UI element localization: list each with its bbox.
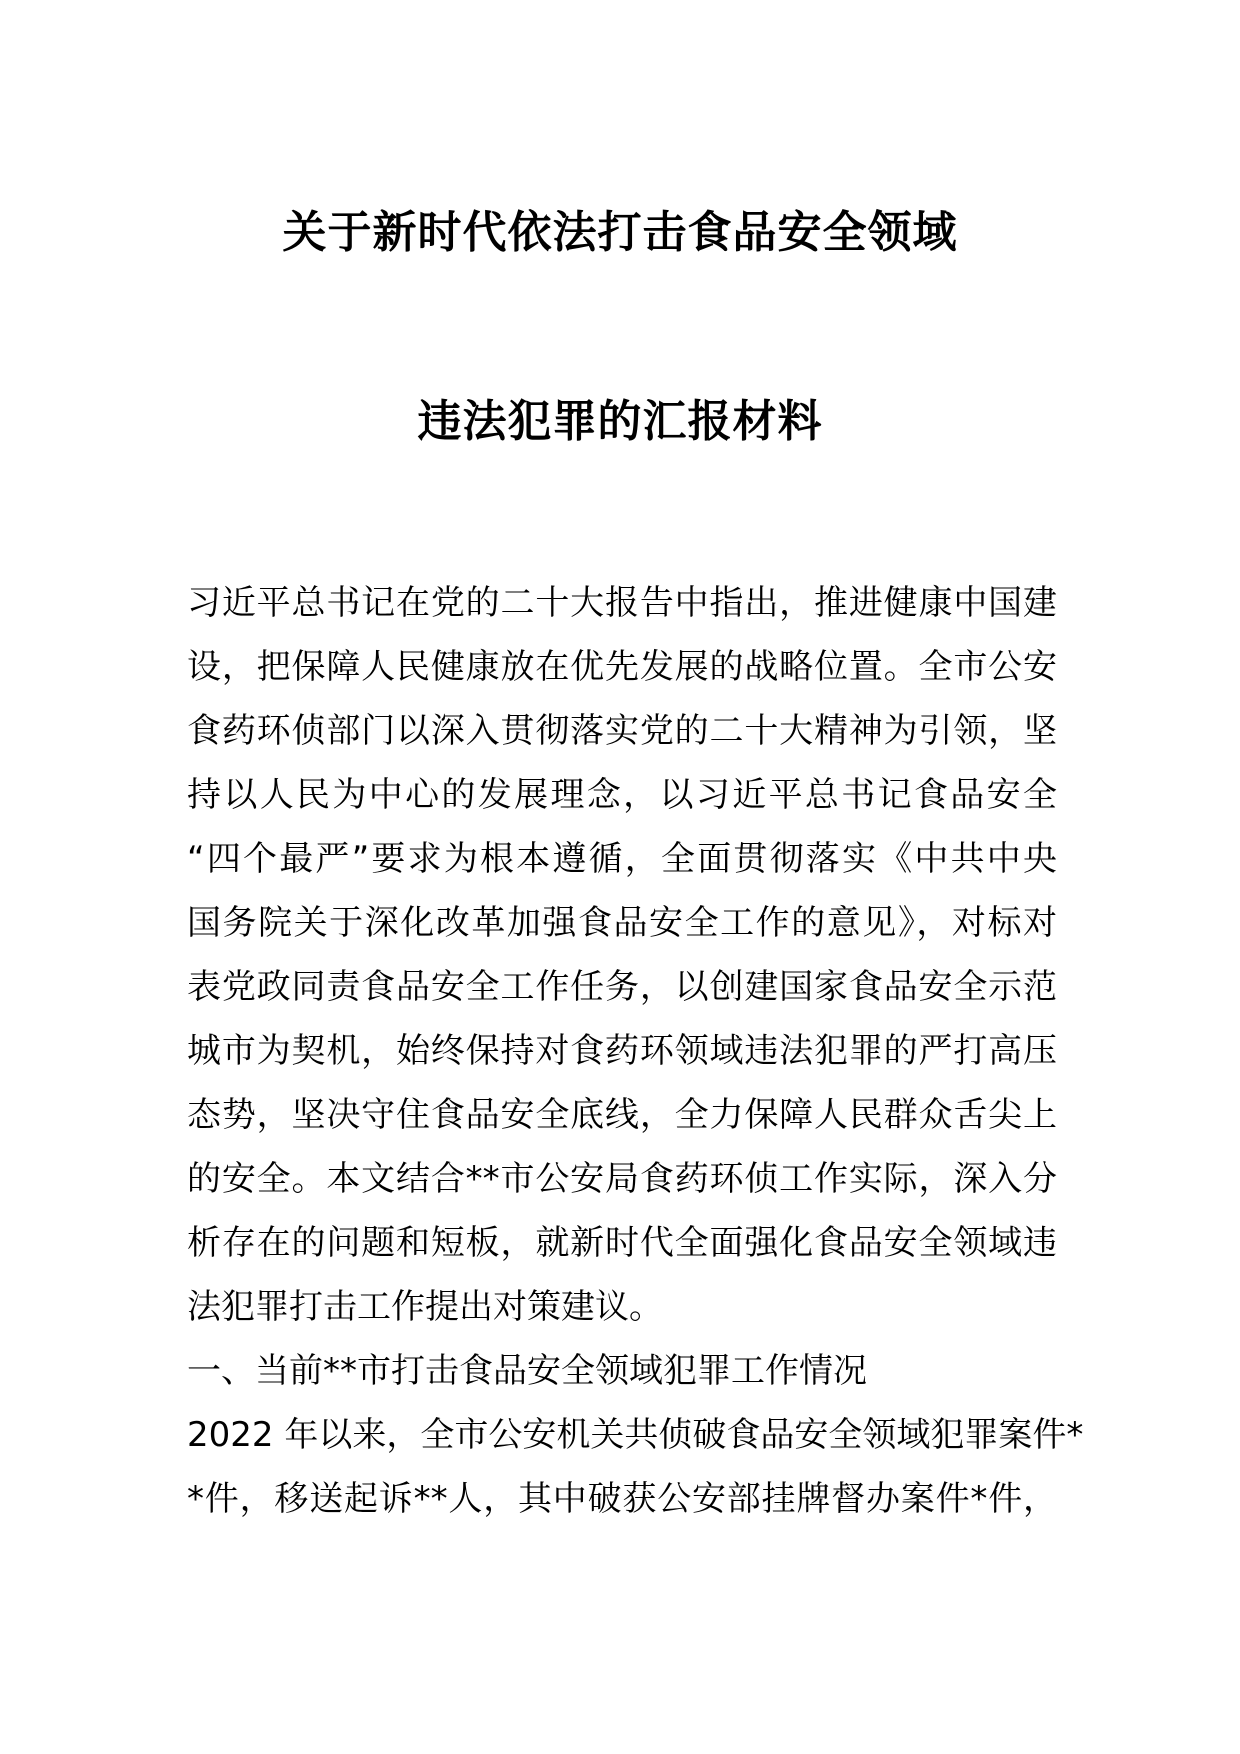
paragraph-1-line: 食药环侦部门以深入贯彻落实党的二十大精神为引领，坚 (187, 711, 1057, 751)
document-title-line-1: 关于新时代依法打击食品安全领域 (282, 207, 958, 258)
paragraph-1-line: 设，把保障人民健康放在优先发展的战略位置。全市公安 (187, 647, 1057, 687)
paragraph-1-line: “四个最严”要求为根本遵循，全面贯彻落实《中共中央 (187, 839, 1057, 879)
paragraph-1-line: 表党政同责食品安全工作任务，以创建国家食品安全示范 (187, 967, 1057, 1007)
paragraph-1-line: 持以人民为中心的发展理念，以习近平总书记食品安全 (187, 775, 1057, 815)
paragraph-1-line: 的安全。本文结合**市公安局食药环侦工作实际，深入分 (187, 1159, 1057, 1199)
document-title-line-2: 违法犯罪的汇报材料 (417, 396, 823, 447)
paragraph-2-line: *件，移送起诉**人，其中破获公安部挂牌督办案件*件， (187, 1479, 1057, 1519)
paragraph-1-line: 习近平总书记在党的二十大报告中指出，推进健康中国建 (187, 583, 1057, 623)
document-body (187, 571, 1084, 1531)
paragraph-1-line: 法犯罪打击工作提出对策建议。 (187, 1287, 663, 1327)
paragraph-1-line: 态势，坚决守住食品安全底线，全力保障人民群众舌尖上 (187, 1095, 1057, 1135)
paragraph-1-line: 城市为契机，始终保持对食药环领域违法犯罪的严打高压 (187, 1031, 1057, 1071)
paragraph-1-line: 析存在的问题和短板，就新时代全面强化食品安全领域违 (187, 1223, 1057, 1263)
paragraph-2-line: 2022 年以来，全市公安机关共侦破食品安全领域犯罪案件* (187, 1415, 1084, 1455)
section-heading: 一、当前**市打击食品安全领域犯罪工作情况 (187, 1351, 867, 1391)
paragraph-1-line: 国务院关于深化改革加强食品安全工作的意见》，对标对 (187, 903, 1057, 943)
